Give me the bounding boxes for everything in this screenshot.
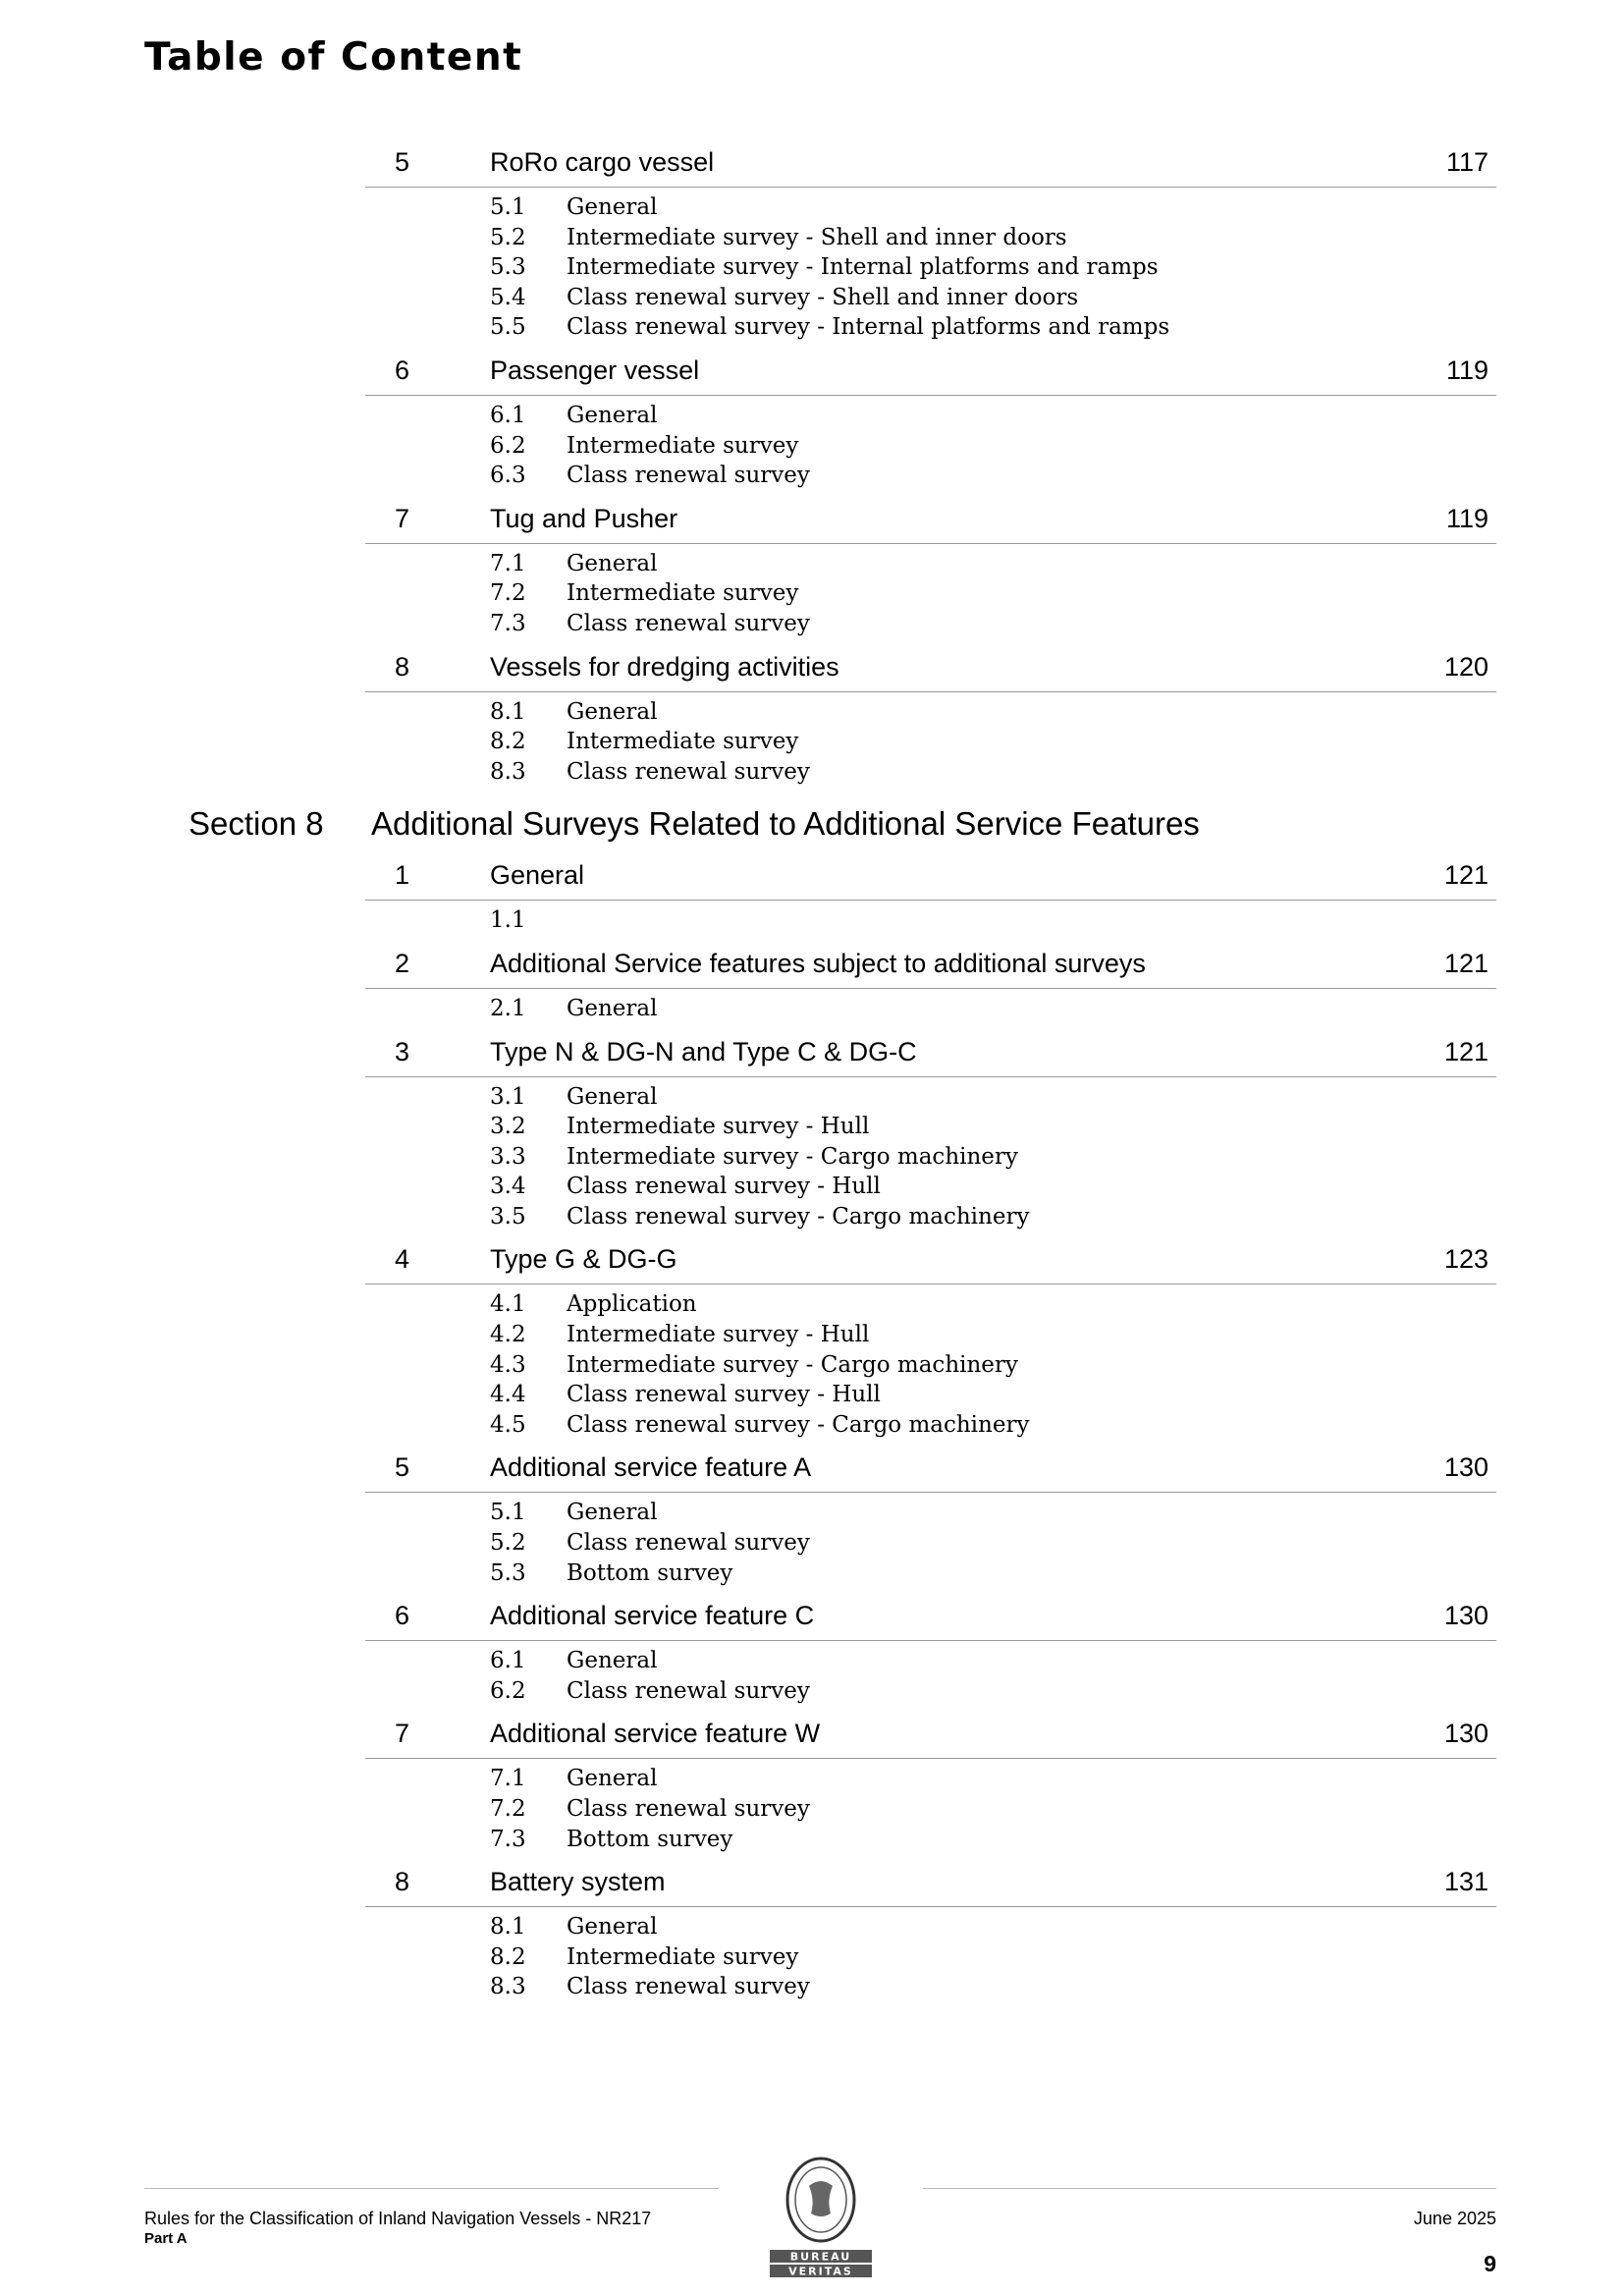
article-number: 8 (395, 1867, 410, 1897)
subsection-number: 5.3 (490, 1559, 526, 1586)
toc-subsection[interactable] (0, 1113, 1623, 1143)
subsection-number: 5.5 (490, 314, 526, 341)
subsection-number: 7.1 (490, 1766, 526, 1792)
subsection-title[interactable]: Intermediate survey - Cargo machinery (567, 1143, 1018, 1170)
toc-subsection[interactable] (0, 1083, 1623, 1114)
page-title: Table of Content (144, 35, 523, 80)
toc-article (0, 500, 1623, 648)
subsection-number: 6.2 (490, 432, 526, 459)
article-title[interactable]: Type N & DG-N and Type C & DG-C (490, 1036, 917, 1066)
toc-subsection-list (0, 989, 1623, 1033)
toc-article (0, 1449, 1623, 1597)
article-number: 7 (395, 1719, 410, 1749)
subsection-title[interactable]: Bottom survey (567, 1559, 733, 1586)
toc-article (0, 1863, 1623, 2011)
toc-subsection[interactable] (0, 432, 1623, 463)
subsection-number: 3.3 (490, 1143, 526, 1170)
subsection-number: 4.2 (490, 1322, 526, 1348)
toc-subsection[interactable] (0, 1913, 1623, 1943)
subsection-title[interactable]: Application (567, 1291, 697, 1318)
subsection-title[interactable]: Intermediate survey - Hull (567, 1114, 870, 1140)
toc-article-heading[interactable] (365, 1449, 1496, 1493)
toc-subsection-list (0, 544, 1623, 648)
article-page-number: 120 (1443, 651, 1488, 682)
footer-document-title: Rules for the Classification of Inland Navigation Vessels - NR217 (144, 2209, 652, 2228)
subsection-number: 8.1 (490, 698, 526, 725)
subsection-title[interactable]: Class renewal survey (567, 758, 810, 785)
toc-subsection[interactable] (0, 1411, 1623, 1442)
toc-article (0, 856, 1623, 945)
subsection-title[interactable]: General (567, 1766, 658, 1792)
subsection-number: 6.1 (490, 1648, 526, 1674)
article-number: 6 (395, 1601, 410, 1631)
article-title[interactable]: Additional Service features subject to additional surveys (490, 948, 1146, 978)
toc-subsection[interactable] (0, 1290, 1623, 1321)
toc-subsection-list (0, 692, 1623, 796)
article-title[interactable]: RoRo cargo vessel (490, 147, 715, 177)
subsection-number: 8.2 (490, 729, 526, 755)
subsection-title[interactable]: General (567, 698, 658, 725)
toc-subsection[interactable] (0, 698, 1623, 729)
subsection-title[interactable]: General (567, 1083, 658, 1110)
toc-article-heading[interactable] (365, 1863, 1496, 1907)
article-number: 8 (395, 651, 410, 682)
subsection-title[interactable]: General (567, 550, 658, 576)
toc-article-heading[interactable] (365, 945, 1496, 989)
toc-article (0, 1715, 1623, 1863)
toc-subsection[interactable] (0, 1765, 1623, 1795)
subsection-number: 3.5 (490, 1203, 526, 1230)
subsection-title[interactable]: Class renewal survey - Hull (567, 1382, 881, 1408)
subsection-number: 3.2 (490, 1114, 526, 1140)
article-title[interactable]: Additional service feature W (490, 1719, 821, 1749)
subsection-title[interactable]: Intermediate survey (567, 580, 799, 607)
toc-subsection[interactable] (0, 1351, 1623, 1382)
toc-subsection-list (0, 1285, 1623, 1449)
toc-subsection[interactable] (0, 1499, 1623, 1529)
subsection-number: 6.1 (490, 402, 526, 428)
article-page-number: 123 (1443, 1244, 1488, 1275)
article-number: 5 (395, 147, 410, 177)
footer-divider-right (923, 2188, 1496, 2189)
subsection-title[interactable]: General (567, 995, 658, 1021)
table-of-contents (0, 143, 1623, 2011)
subsection-number: 1.1 (490, 907, 526, 934)
subsection-number: 7.3 (490, 1826, 526, 1852)
toc-subsection[interactable] (0, 758, 1623, 789)
subsection-number: 5.1 (490, 194, 526, 220)
toc-subsection[interactable] (0, 1677, 1623, 1708)
subsection-number: 2.1 (490, 995, 526, 1021)
subsection-title[interactable]: Bottom survey (567, 1826, 733, 1852)
subsection-title[interactable]: Intermediate survey - Shell and inner doors (567, 224, 1067, 250)
toc-section-heading[interactable] (0, 805, 1623, 856)
toc-subsection-list (0, 188, 1623, 352)
section-label: Section 8 (189, 805, 324, 843)
article-title[interactable]: Vessels for dredging activities (490, 651, 839, 682)
toc-article (0, 352, 1623, 500)
toc-subsection-list (0, 1907, 1623, 2011)
toc-article (0, 945, 1623, 1033)
article-number: 6 (395, 355, 410, 385)
subsection-title[interactable]: Intermediate survey - Cargo machinery (567, 1351, 1018, 1378)
toc-subsection-list (0, 396, 1623, 500)
toc-subsection[interactable] (0, 253, 1623, 284)
logo-text-line1: BUREAU (789, 2250, 852, 2264)
subsection-number: 8.1 (490, 1914, 526, 1941)
toc-subsection-list (0, 901, 1623, 945)
article-page-number: 121 (1443, 1036, 1488, 1066)
subsection-title[interactable]: Intermediate survey (567, 729, 799, 755)
toc-subsection-list (0, 1077, 1623, 1241)
subsection-number: 5.1 (490, 1500, 526, 1526)
article-page-number: 130 (1443, 1601, 1488, 1631)
subsection-number: 4.3 (490, 1351, 526, 1378)
article-page-number: 130 (1443, 1719, 1488, 1749)
article-number: 5 (395, 1452, 410, 1483)
subsection-title[interactable]: Class renewal survey - Internal platforms and ramps (567, 314, 1170, 341)
toc-subsection[interactable] (0, 906, 1623, 937)
article-page-number: 130 (1443, 1452, 1488, 1483)
article-page-number: 117 (1445, 147, 1488, 177)
subsection-title[interactable]: Class renewal survey - Cargo machinery (567, 1411, 1030, 1438)
subsection-title[interactable]: Class renewal survey (567, 1974, 810, 2000)
toc-subsection[interactable] (0, 224, 1623, 254)
subsection-number: 4.1 (490, 1291, 526, 1318)
subsection-number: 8.3 (490, 1974, 526, 2000)
subsection-number: 8.3 (490, 758, 526, 785)
subsection-title[interactable]: Intermediate survey (567, 432, 799, 459)
toc-article-heading[interactable] (365, 500, 1496, 544)
subsection-title[interactable]: Class renewal survey (567, 1796, 810, 1822)
subsection-title[interactable]: General (567, 1914, 658, 1941)
toc-article (0, 1240, 1623, 1449)
toc-subsection[interactable] (0, 1795, 1623, 1826)
bureau-veritas-logo (770, 2157, 872, 2280)
subsection-title[interactable]: Class renewal survey (567, 610, 810, 636)
toc-article-heading[interactable] (365, 1597, 1496, 1641)
toc-subsection[interactable] (0, 313, 1623, 344)
article-page-number: 131 (1443, 1867, 1488, 1897)
subsection-number: 5.3 (490, 254, 526, 281)
toc-subsection[interactable] (0, 550, 1623, 580)
subsection-number: 4.5 (490, 1411, 526, 1438)
toc-subsection[interactable] (0, 1973, 1623, 2003)
subsection-title[interactable]: General (567, 194, 658, 220)
subsection-number: 8.2 (490, 1943, 526, 1970)
subsection-number: 7.2 (490, 1796, 526, 1822)
toc-article-heading[interactable] (365, 352, 1496, 396)
toc-subsection[interactable] (0, 1943, 1623, 1974)
subsection-title[interactable]: Class renewal survey (567, 1530, 810, 1557)
article-title[interactable]: General (490, 860, 585, 891)
toc-subsection[interactable] (0, 402, 1623, 432)
subsection-number: 7.3 (490, 610, 526, 636)
toc-article (0, 1597, 1623, 1715)
toc-subsection[interactable] (0, 193, 1623, 224)
article-title[interactable]: Tug and Pusher (490, 503, 678, 533)
toc-subsection[interactable] (0, 610, 1623, 640)
toc-subsection-list (0, 1493, 1623, 1597)
toc-subsection[interactable] (0, 1647, 1623, 1677)
toc-subsection[interactable] (0, 1559, 1623, 1590)
toc-subsection[interactable] (0, 1826, 1623, 1856)
article-page-number: 119 (1445, 355, 1488, 385)
toc-subsection[interactable] (0, 728, 1623, 758)
toc-article (0, 648, 1623, 796)
toc-subsection[interactable] (0, 1381, 1623, 1411)
subsection-title[interactable]: General (567, 1648, 658, 1674)
toc-subsection[interactable] (0, 1143, 1623, 1174)
toc-subsection[interactable] (0, 1321, 1623, 1351)
article-number: 4 (395, 1244, 410, 1275)
subsection-number: 6.2 (490, 1677, 526, 1704)
toc-subsection[interactable] (0, 579, 1623, 610)
subsection-number: 3.1 (490, 1083, 526, 1110)
article-title[interactable]: Type G & DG-G (490, 1244, 677, 1275)
article-title[interactable]: Battery system (490, 1867, 666, 1897)
toc-subsection[interactable] (0, 1203, 1623, 1233)
toc-article-heading[interactable] (365, 1715, 1496, 1759)
toc-article (0, 1033, 1623, 1241)
subsection-title[interactable]: Class renewal survey (567, 463, 810, 489)
subsection-title[interactable]: General (567, 402, 658, 428)
article-number: 2 (395, 948, 410, 978)
subsection-title[interactable]: Intermediate survey - Internal platforms and ramps (567, 254, 1159, 281)
footer-divider-left (144, 2188, 719, 2189)
article-title[interactable]: Additional service feature A (490, 1452, 812, 1483)
subsection-title[interactable]: General (567, 1500, 658, 1526)
toc-subsection[interactable] (0, 462, 1623, 492)
subsection-title[interactable]: Class renewal survey (567, 1677, 810, 1704)
subsection-number: 5.2 (490, 224, 526, 250)
toc-article-heading[interactable] (365, 648, 1496, 692)
toc-article-heading[interactable] (365, 143, 1496, 188)
footer-date: June 2025 (1413, 2209, 1496, 2228)
article-page-number: 119 (1445, 503, 1488, 533)
subsection-title[interactable]: Class renewal survey - Cargo machinery (567, 1203, 1030, 1230)
subsection-number: 5.2 (490, 1530, 526, 1557)
subsection-title[interactable]: Intermediate survey (567, 1943, 799, 1970)
subsection-title[interactable]: Class renewal survey - Hull (567, 1174, 881, 1200)
section-title[interactable]: Additional Surveys Related to Additional Service Features (371, 805, 1200, 843)
subsection-number: 3.4 (490, 1174, 526, 1200)
logo-text-line2: VERITAS (788, 2265, 853, 2278)
toc-article (0, 143, 1623, 352)
subsection-number: 7.1 (490, 550, 526, 576)
toc-subsection-list (0, 1759, 1623, 1863)
article-title[interactable]: Additional service feature C (490, 1601, 815, 1631)
subsection-number: 4.4 (490, 1382, 526, 1408)
toc-subsection[interactable] (0, 284, 1623, 314)
toc-article-heading[interactable] (365, 1033, 1496, 1077)
toc-subsection[interactable] (0, 995, 1623, 1025)
toc-subsection[interactable] (0, 1173, 1623, 1203)
article-page-number: 121 (1443, 860, 1488, 891)
subsection-number: 5.4 (490, 284, 526, 310)
subsection-number: 7.2 (490, 580, 526, 607)
article-page-number: 121 (1443, 948, 1488, 978)
subsection-title[interactable]: Class renewal survey - Shell and inner doors (567, 284, 1079, 310)
toc-article-heading[interactable] (365, 856, 1496, 901)
article-number: 7 (395, 503, 410, 533)
toc-article-heading[interactable] (365, 1240, 1496, 1285)
toc-subsection-list (0, 1641, 1623, 1715)
page-number: 9 (1484, 2251, 1496, 2276)
subsection-title[interactable]: Intermediate survey - Hull (567, 1322, 870, 1348)
article-title[interactable]: Passenger vessel (490, 355, 700, 385)
footer-part: Part A (144, 2230, 188, 2247)
article-number: 1 (395, 860, 410, 891)
article-number: 3 (395, 1036, 410, 1066)
toc-subsection[interactable] (0, 1529, 1623, 1559)
subsection-number: 6.3 (490, 463, 526, 489)
